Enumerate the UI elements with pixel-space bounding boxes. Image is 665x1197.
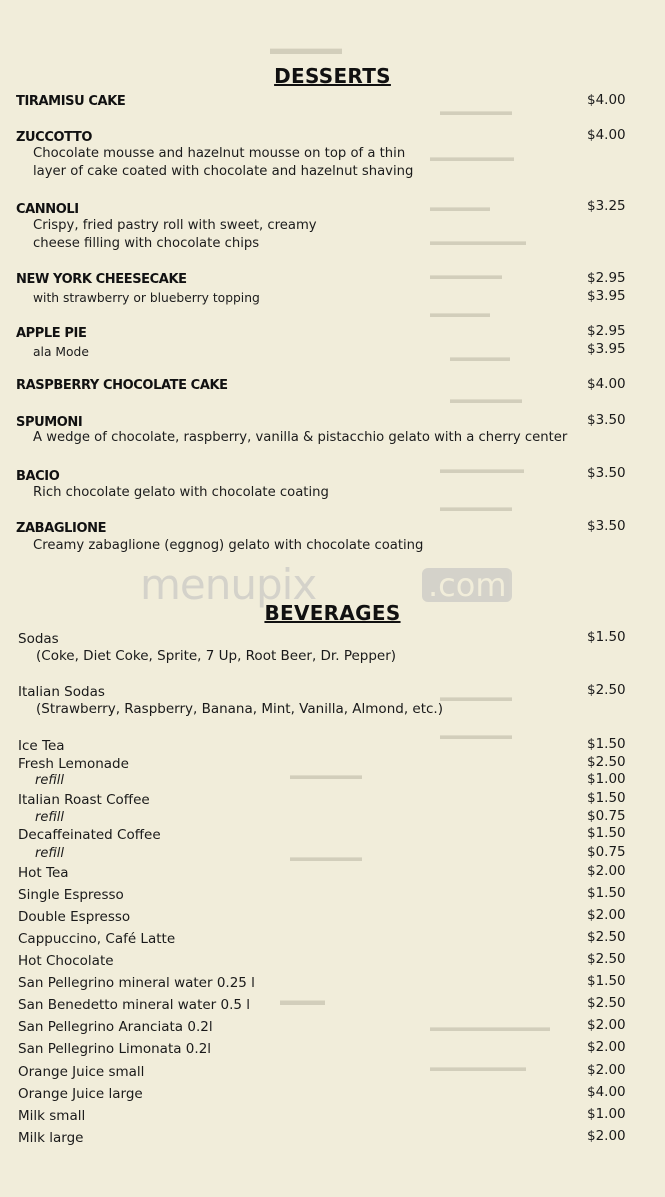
beverage-name: Italian Sodas [18,684,105,700]
beverage-options: (Coke, Diet Coke, Sprite, 7 Up, Root Beer, Dr. Pepper) [36,648,397,664]
dessert-price: $3.95 [587,288,626,304]
beverage-price: $1.50 [587,885,626,901]
watermark-domain: .com [428,566,507,604]
beverage-name: Milk large [18,1130,84,1146]
beverage-name: Hot Chocolate [18,953,114,969]
dessert-name: SPUMONI [16,415,83,430]
beverage-name: San Pellegrino Limonata 0.2l [18,1041,212,1057]
dessert-name: RASPBERRY CHOCOLATE CAKE [16,378,228,393]
beverage-price: $1.00 [587,1106,626,1122]
beverage-name: Fresh Lemonade [18,756,129,772]
beverage-name: Hot Tea [18,865,69,881]
dessert-name: BACIO [16,469,60,484]
beverage-refill-label: refill [35,810,64,825]
beverage-name: Single Espresso [18,887,124,903]
desserts-heading: DESSERTS [274,64,391,88]
dessert-price: $4.00 [587,376,626,392]
beverage-price: $0.75 [587,808,626,824]
dessert-description: layer of cake coated with chocolate and hazelnut shaving [33,164,414,179]
beverage-options: (Strawberry, Raspberry, Banana, Mint, Vanilla, Almond, etc.) [36,701,443,717]
dessert-name: TIRAMISU CAKE [16,94,126,109]
beverage-name: San Pellegrino Aranciata 0.2l [18,1019,213,1035]
beverage-price: $2.00 [587,1128,626,1144]
beverage-price: $1.50 [587,825,626,841]
beverage-price: $2.50 [587,951,626,967]
dessert-description: Rich chocolate gelato with chocolate coating [33,485,329,500]
beverage-price: $1.00 [587,771,626,787]
beverage-name: Double Espresso [18,909,131,925]
watermark-badge [422,568,512,602]
beverage-refill-label: refill [35,846,64,861]
dessert-price: $3.25 [587,198,626,214]
beverage-price: $2.00 [587,1062,626,1078]
dessert-name: NEW YORK CHEESECAKE [16,272,187,287]
dessert-description: ala Mode [33,345,89,359]
watermark-text: menupix [140,560,317,609]
beverage-price: $1.50 [587,973,626,989]
beverage-name: Decaffeinated Coffee [18,827,161,843]
beverage-price: $2.50 [587,754,626,770]
beverage-name: Cappuccino, Café Latte [18,931,176,947]
menupix-watermark [140,560,520,609]
beverage-price: $1.50 [587,790,626,806]
beverage-price: $2.50 [587,682,626,698]
dessert-description: with strawberry or blueberry topping [33,291,260,305]
beverage-price: $1.50 [587,629,626,645]
dessert-name: CANNOLI [16,202,79,217]
dessert-price: $3.95 [587,341,626,357]
beverage-name: Milk small [18,1108,86,1124]
beverage-price: $2.00 [587,863,626,879]
beverage-price: $2.00 [587,1039,626,1055]
beverage-name: Sodas [18,631,59,647]
dessert-name: APPLE PIE [16,326,87,341]
beverage-price: $2.50 [587,995,626,1011]
dessert-description: Chocolate mousse and hazelnut mousse on top of a thin [33,146,406,161]
beverage-name: Italian Roast Coffee [18,792,150,808]
beverage-name: Ice Tea [18,738,65,754]
beverages-heading: BEVERAGES [264,601,401,625]
beverage-name: Orange Juice small [18,1064,145,1080]
dessert-description: Creamy zabaglione (eggnog) gelato with chocolate coating [33,538,424,553]
menu-page: ▬▬▬▬ ▬▬▬▬▬▬ ▬▬▬▬▬▬▬ ▬▬▬▬▬ ▬▬▬▬▬▬▬▬ ▬▬▬▬▬▬ ▬▬▬▬▬ ▬▬▬▬▬ ▬▬▬▬▬▬ ▬▬▬▬▬▬▬ ▬▬▬▬▬▬ ▬▬▬▬▬▬ ▬▬▬▬▬▬ ▬▬▬▬▬▬ ▬▬▬▬▬▬ ▬▬▬ ▬▬▬▬▬▬▬▬▬▬ ▬▬▬▬▬▬▬▬ DESSERTS TIRAMISU CAKE $4.00 ZUCCOTTO $4.00 Chocolate mousse and hazelnut mousse on top of a thin layer of cake coated with chocolate and hazelnut shaving CANNOLI $3.25 Crispy, fried pastry roll with sweet, creamy cheese filling with chocolate chips NEW YORK CHEESECAKE $2.95 $3.95 with strawberry or blueberry topping APPLE PIE $2.95 $3.95 ala Mode RASPBERRY CHOCOLATE CAKE $4.00 SPUMONI $3.50 A wedge of chocolate, raspberry, vanilla & pistacchio gelato with a cherry center BACIO $3.50 Rich chocolate gelato with chocolate coating ZABAGLIONE $3.50 Creamy zabaglione (eggnog) gelato with chocolate coating menupix .com BEVERAGES Sodas (Coke, Diet Coke, Sprite, 7 Up, Root Beer, Dr. Pepper) $1.50 Italian Sodas (Strawberry, Raspberry, Banana, Mint, Vanilla, Almond, etc.) $2.50 Ice Tea $1.50 Fresh Lemonade $2.50 refill $1.00 Italian Roast Coffee $1.50 refill $0.75 Decaffeinated Coffee $1.50 refill $0.75 Hot Tea $2.00 Single Espresso $1.50 Double Espresso $2.00 Cappuccino, Café Latte $2.50 Hot Chocolate $2.50 San Pellegrino mineral water 0.25 l $1.50 San Benedetto mineral water 0.5 l $2.50 San Pellegrino Aranciata 0.2l $2.00 San Pellegrino Limonata 0.2l $2.00 Orange Juice small $2.00 Orange Juice large $4.00 Milk small $1.00 Milk large $2.00 [0,0,665,1197]
beverage-refill-label: refill [35,773,64,788]
beverage-price: $2.00 [587,907,626,923]
dessert-price: $2.95 [587,323,626,339]
dessert-price: $3.50 [587,465,626,481]
dessert-price: $4.00 [587,127,626,143]
dessert-name: ZUCCOTTO [16,130,92,145]
beverage-price: $2.50 [587,929,626,945]
dessert-name: ZABAGLIONE [16,521,107,536]
dessert-price: $2.95 [587,270,626,286]
beverage-price: $4.00 [587,1084,626,1100]
beverage-name: Orange Juice large [18,1086,143,1102]
dessert-description: A wedge of chocolate, raspberry, vanilla & pistacchio gelato with a cherry center [33,430,568,445]
beverage-price: $1.50 [587,736,626,752]
dessert-description: Crispy, fried pastry roll with sweet, creamy [33,218,317,233]
beverage-price: $2.00 [587,1017,626,1033]
beverage-name: San Benedetto mineral water 0.5 l [18,997,251,1013]
dessert-price: $3.50 [587,412,626,428]
beverage-price: $0.75 [587,844,626,860]
dessert-price: $4.00 [587,92,626,108]
dessert-description: cheese filling with chocolate chips [33,236,260,251]
dessert-price: $3.50 [587,518,626,534]
beverage-name: San Pellegrino mineral water 0.25 l [18,975,255,991]
